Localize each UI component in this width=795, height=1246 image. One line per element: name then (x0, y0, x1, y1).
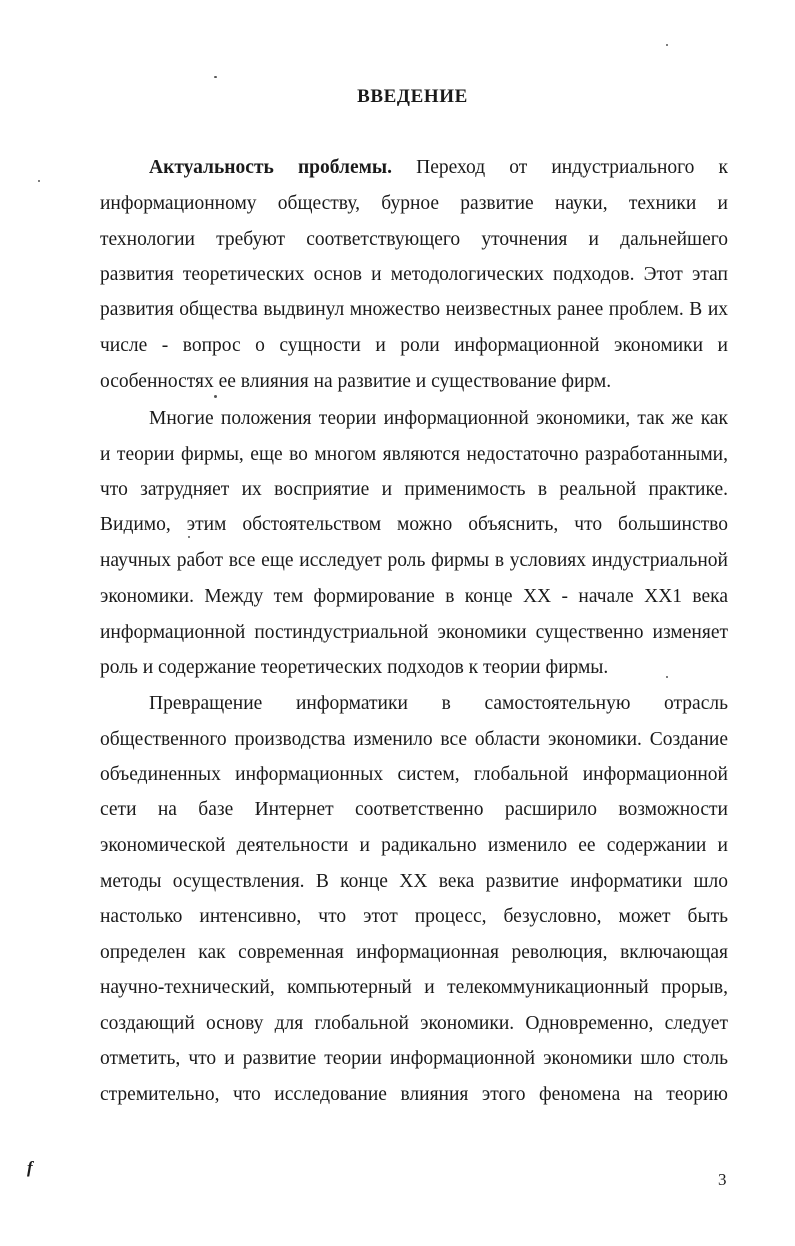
text-line: развития теоретических основ и методологических подходов. Этот этап (100, 264, 728, 285)
text-line: научных работ все еще исследует роль фирмы в условиях индустриальной (100, 550, 728, 571)
page-number: 3 (718, 1170, 727, 1189)
text-line: экономики. Между тем формирование в конце XX - начале XX1 века (100, 586, 728, 607)
text-line: стремительно, что исследование влияния этого феномена на теорию (100, 1084, 728, 1105)
text-line: развития общества выдвинул множество неизвестных ранее проблем. В их (100, 299, 728, 320)
scan-speck (214, 395, 217, 398)
text-line: Переход от индустриального к (416, 157, 728, 178)
text-line: роль и содержание теоретических подходов к теории фирмы. (100, 657, 609, 678)
text-line: и теории фирмы, еще во многом являются недостаточно разработанными, (100, 444, 728, 465)
scan-speck (214, 76, 217, 78)
text-line: создающий основу для глобальной экономики. Одновременно, следует (100, 1013, 728, 1034)
text-line: методы осуществления. В конце XX века развитие информатики шло (100, 871, 728, 892)
page-title: ВВЕДЕНИЕ (357, 86, 468, 107)
section-lead: Актуальность проблемы. (149, 157, 393, 178)
scan-speck (38, 180, 40, 182)
scan-speck (666, 44, 668, 46)
text-line: особенностях ее влияния на развитие и существование фирм. (100, 371, 612, 392)
scan-speck (666, 676, 668, 678)
text-line: информационной постиндустриальной экономики существенно изменяет (100, 622, 728, 643)
paragraph-1-line-1 (149, 156, 728, 180)
text-line: научно-технический, компьютерный и телекоммуникационный прорыв, (100, 977, 728, 998)
text-line: технологии требуют соответствующего уточнения и дальнейшего (100, 229, 728, 250)
text-line: экономической деятельности и радикально изменило ее содержании и (100, 835, 728, 856)
text-line: объединенных информационных систем, глобальной информационной (100, 764, 728, 785)
text-line: сети на базе Интернет соответственно расширило возможности (100, 799, 728, 820)
scan-mark: f (27, 1158, 33, 1177)
text-line: определен как современная информационная революция, включающая (100, 942, 728, 963)
text-line: информационному обществу, бурное развитие науки, техники и (100, 193, 728, 214)
text-line: Видимо, этим обстоятельством можно объяснить, что большинство (100, 514, 728, 535)
text-line: отметить, что и развитие теории информационной экономики шло столь (100, 1048, 728, 1069)
text-line: настолько интенсивно, что этот процесс, безусловно, может быть (100, 906, 728, 927)
text-line: общественного производства изменило все области экономики. Создание (100, 729, 728, 750)
text-line: что затрудняет их восприятие и применимость в реальной практике. (100, 479, 728, 500)
text-line: Превращение информатики в самостоятельную отрасль (149, 693, 728, 714)
scan-speck (188, 536, 190, 538)
text-line: числе - вопрос о сущности и роли информационной экономики и (100, 335, 728, 356)
text-line: Многие положения теории информационной экономики, так же как (149, 408, 728, 429)
